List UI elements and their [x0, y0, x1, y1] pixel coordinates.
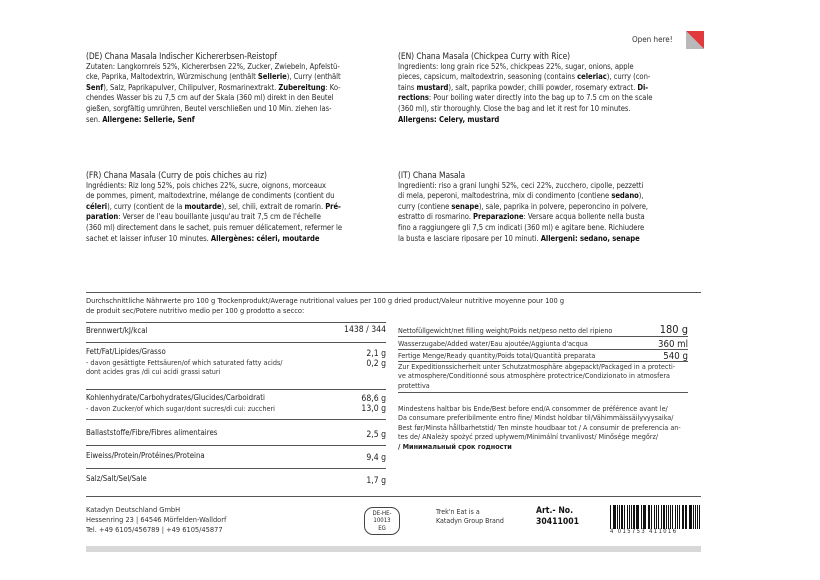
text-line: curry (contiene senape), sale, paprika in polvere, peperoncino in polvere, [398, 201, 649, 211]
sugar-value: 13,0 g [361, 404, 386, 414]
barcode-bar [663, 505, 665, 529]
divider-energy [86, 322, 386, 323]
divider-nutrition-top [86, 292, 701, 293]
text-line: fino a raggiungere gli 7,5 cm indicati (360 ml) e agitare bene. Richiudere [398, 222, 645, 232]
text-line: gießen, sorgfältig umrühren, Beutel verschließen und 10 Min. ziehen las- [86, 103, 332, 113]
barcode-bar [614, 505, 615, 529]
barcode-bar [679, 505, 680, 529]
company-address [86, 505, 296, 535]
fr-title: (FR) Chana Masala (Curry de pois chiches au riz) [86, 170, 267, 180]
energy-label: Brennwert/kJ/kcal [86, 326, 148, 335]
fat-value: 2,1 g [366, 349, 386, 359]
text-line: pieces, capsicum, maltodextrin, seasoning (contains celeriac), curry (con- [398, 72, 651, 82]
best-line-3: Best før/Minsta hållbarhetstid/ Ten minste houdbaar tot / A consumir de preferencia an- [398, 422, 681, 432]
eg-oval-mark [364, 507, 400, 535]
barcode-bar [693, 505, 694, 529]
barcode-bar [619, 505, 620, 529]
text-line: sen. Allergene: Sellerie, Senf [86, 114, 195, 124]
best-line-1: Mindestens haltbar bis Ende/Best before end/A consommer de préférence avant le/ [398, 404, 668, 413]
text-line: céleri), curry (contient de la moutarde), sel, chili, extrait de romarin. Pré- [86, 201, 341, 211]
divider-net [398, 336, 688, 337]
energy-value: 1438 / 344 [344, 325, 386, 335]
text-line: di mela, peperoni, maltodestrina, mix di condimento (contiene sedano), [398, 191, 644, 201]
barcode-bar [629, 505, 630, 529]
protein-label: Eiweiss/Protein/Protéines/Proteina [86, 451, 205, 460]
saturated-label-line-1: - davon gesättigte Fettsäuren/of which saturated fatty acids/ [86, 358, 283, 367]
it-body [398, 181, 690, 245]
text-line: tains mustard), salt, paprika powder, chilli powder, rosemary extract. Di- [398, 82, 649, 92]
barcode-bar [627, 505, 628, 529]
barcode-bar [648, 505, 649, 529]
fr-body [86, 181, 378, 245]
text-line: Ingredienti: riso a grani lunghi 52%, ceci 22%, zucchero, cipolle, pezzetti [398, 180, 644, 190]
packaged-line-1: Zur Expeditionssicherheit unter Schutzatmosphäre abgepackt/Packaged in a protecti- [398, 362, 676, 371]
barcode-bar [641, 505, 642, 529]
barcode-bar [690, 505, 691, 529]
protein-value: 9,4 g [366, 453, 386, 463]
tear-notch-icon [686, 31, 704, 49]
text-line: estratto di rosmarino. Preparazione: Versare acqua bollente nella busta [398, 212, 645, 222]
barcode-bars [610, 503, 702, 529]
fibre-label: Ballaststoffe/Fibre/Fibres alimentaires [86, 428, 218, 437]
de-title: (DE) Chana Masala Indischer Kichererbsen-Reistopf [86, 51, 278, 61]
barcode-bar [695, 505, 696, 529]
barcode-bar [661, 505, 662, 529]
divider-footer [86, 496, 701, 497]
barcode-bar [644, 505, 645, 529]
company-street: Hessenring 23 | 64546 Mörfelden-Walldorf [86, 515, 227, 524]
carb-value: 68,6 g [361, 394, 386, 404]
text-block-de [86, 51, 378, 125]
salt-label: Salz/Salt/Sel/Sale [86, 474, 147, 483]
sugar-label: - davon Zucker/of which sugar/dont sucres/di cui: zuccheri [86, 404, 275, 413]
barcode-bar [633, 505, 634, 529]
article-value: 30411001 [536, 517, 580, 527]
salt-value: 1,7 g [366, 476, 386, 486]
de-body [86, 62, 378, 126]
open-here-label: Open here! [632, 35, 673, 44]
text-block-fr [86, 170, 378, 244]
barcode-bar [636, 505, 637, 529]
nutrition-intro-line-2: de produit sec/Potere nutritivo medio per 100 g prodotto a secco: [86, 305, 305, 315]
water-label: Wasserzugabe/Added water/Eau ajoutée/Aggiunta d'acqua [398, 339, 588, 348]
text-line: cke, Paprika, Maltodextrin, Würzmischung (enthält Sellerie), Curry (enthält [86, 72, 341, 82]
barcode-bar [637, 505, 639, 529]
water-value: 360 ml [657, 339, 688, 350]
text-line: Allergens: Celery, mustard [398, 114, 500, 124]
text-block-en [398, 51, 690, 125]
best-line-4: tes de/ ANależy spożyć przed upływem/Minimální trvanlivost/ Minősége megőrz/ [398, 432, 659, 442]
text-line: (360 ml) directement dans le sachet, puis remuer délicatement, refermer le [86, 222, 342, 232]
article-label: Art.- No. [536, 506, 574, 516]
best-line-2: Da consumare preferibilmente entro fine/ Mindst holdbar til/Vähimmäissäilyvyysaika/ [398, 413, 674, 423]
ready-value: 540 g [663, 351, 688, 362]
divider-fat [86, 342, 386, 343]
company-phone: Tel. +49 6105/456789 | +49 6105/45877 [86, 525, 223, 534]
text-block-it [398, 170, 690, 244]
saturated-label-line-2: dont acides gras /di cui acidi grassi saturi [86, 367, 221, 377]
divider-fibre [86, 419, 386, 420]
barcode-bar [643, 505, 644, 529]
barcode-bar [689, 505, 690, 529]
fat-label: Fett/Fat/Lipides/Grasso [86, 347, 166, 356]
text-line: Ingrédients: Riz long 52%, pois chiches 22%, sucre, oignons, morceaux [86, 180, 327, 190]
barcode-bar [686, 505, 687, 529]
barcode-bar [624, 505, 625, 529]
divider-carb [86, 389, 386, 390]
packaged-note [398, 362, 698, 390]
text-line: la busta e lasciare riposare per 10 minuti. Allergeni: sedano, senape [398, 233, 640, 243]
barcode-bar [654, 505, 655, 529]
barcode-bar [668, 505, 669, 529]
nutrition-intro [86, 296, 701, 315]
fibre-value: 2,5 g [366, 430, 386, 440]
barcode-bar [651, 505, 652, 529]
barcode-bar [613, 505, 614, 529]
text-line: sachet et laisser infuser 10 minutes. Allergènes: céleri, moutarde [86, 233, 320, 243]
en-body [398, 62, 690, 126]
eg-line-3: EG [378, 524, 386, 532]
best-line-5: / Минимальный срок годности [398, 441, 512, 451]
barcode-digits: 4 015753 411016 [610, 529, 678, 535]
eg-line-1: DE-HE- [372, 510, 392, 517]
divider-salt [86, 468, 386, 469]
barcode-bar [649, 505, 650, 529]
text-line: de pommes, piment, maltodextrine, mélange de condiments (contient du [86, 191, 335, 201]
barcode-bar [670, 505, 671, 529]
barcode-bar [617, 505, 618, 529]
carb-label: Kohlenhydrate/Carbohydrates/Glucides/Carboidrati [86, 393, 265, 402]
barcode-bar [610, 505, 611, 529]
it-title: (IT) Chana Masala [398, 170, 466, 180]
net-weight-value: 180 g [659, 323, 688, 336]
barcode-bar [621, 505, 623, 529]
barcode-bar [656, 505, 657, 529]
barcode-bar [682, 505, 684, 529]
eg-line-2: 10013 [373, 517, 391, 525]
barcode-bar [631, 505, 632, 529]
brand-note [436, 508, 526, 526]
net-weight-label: Nettofüllgewicht/net filling weight/Poids net/peso netto del ripieno [398, 326, 613, 335]
divider-packaged [398, 392, 688, 393]
best-before-note [398, 404, 703, 451]
bottom-bar [86, 546, 701, 552]
brand-line-1: Trek'n Eat is a [436, 508, 480, 516]
barcode-bar [699, 505, 700, 529]
barcode-bar [675, 505, 676, 529]
en-title: (EN) Chana Masala (Chickpea Curry with Rice) [398, 51, 571, 61]
barcode-bar [685, 505, 686, 529]
divider-water [398, 349, 688, 350]
barcode [610, 503, 702, 535]
ready-label: Fertige Menge/Ready quantity/Poids total/Quantità preparata [398, 351, 596, 360]
barcode-bar [677, 505, 678, 529]
nutrition-intro-line-1: Durchschnittliche Nährwerte pro 100 g Trockenprodukt/Average nutritional values per 100 g dried product/Valeur nutritive moyenne pour 100 g [86, 296, 565, 305]
text-line: Zutaten: Langkornreis 52%, Kichererbsen 22%, Zucker, Zwiebeln, Apfelstü- [86, 61, 340, 71]
text-line: Senf), Salz, Paprikapulver, Chilipulver, Rosmarinextrakt. Zubereitung: Ko- [86, 82, 341, 92]
barcode-bar [697, 505, 698, 529]
text-line: rections: Pour boiling water directly into the bag up to 7.5 cm on the scale [398, 93, 653, 103]
text-line: (360 ml), stir thoroughly. Close the bag and let it rest for 10 minutes. [398, 103, 631, 113]
divider-protein [86, 445, 386, 446]
packaged-line-3: protettiva [398, 380, 430, 390]
text-line: paration: Verser de l'eau bouillante jusqu'au trait 7,5 cm de l'échelle [86, 212, 321, 222]
packaged-line-2: ve atmosphere/Conditionné sous atmosphère protectrice/Condizionato in atmosfera [398, 371, 670, 381]
article-number [536, 506, 602, 528]
barcode-bar [666, 505, 667, 529]
barcode-bar [672, 505, 673, 529]
text-line: Ingredients: long grain rice 52%, chickpeas 22%, sugar, onions, apple [398, 61, 634, 71]
barcode-bar [658, 505, 659, 529]
company-name: Katadyn Deutschland GmbH [86, 505, 181, 514]
saturated-value: 0,2 g [366, 359, 386, 369]
brand-line-2: Katadyn Group Brand [436, 517, 504, 525]
text-line: chendes Wasser bis zu 7,5 cm auf der Skala (360 ml) direkt in den Beutel [86, 93, 334, 103]
